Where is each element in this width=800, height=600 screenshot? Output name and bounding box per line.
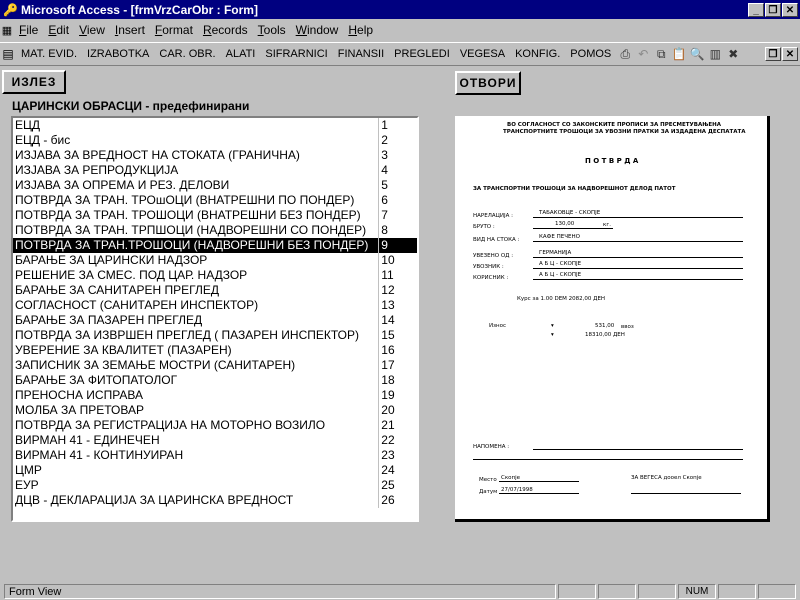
menu-insert[interactable]: Insert <box>114 23 145 37</box>
list-item-name: ПОТВРДА ЗА ИЗВРШЕН ПРЕГЛЕД ( ПАЗАРЕН ИНСПЕКТОР) <box>13 328 379 343</box>
value-uvoznik: А Б Ц - СКОПЈЕ <box>539 261 582 267</box>
status-panel-2 <box>598 584 636 599</box>
minimize-button[interactable]: _ <box>748 3 764 17</box>
list-item[interactable] <box>13 388 417 403</box>
list-item[interactable] <box>13 208 417 223</box>
value-stoka: КАФЕ ПЕЧЕНО <box>539 234 580 240</box>
line-uvoznik <box>533 268 743 269</box>
line-mesto <box>499 481 579 482</box>
list-item-name: БАРАЊЕ ЗА ПАЗАРЕН ПРЕГЛЕД <box>13 313 379 328</box>
line-uvezeno <box>533 257 743 258</box>
list-item[interactable] <box>13 268 417 283</box>
label-korisnik: КОРИСНИК : <box>473 275 509 281</box>
toolbar-item-pomos[interactable]: POMOS <box>570 48 612 60</box>
menu-file[interactable]: File <box>19 23 39 37</box>
database-window-icon[interactable]: ▥ <box>709 47 721 61</box>
line-datum <box>499 493 579 494</box>
toolbar-item-izrabotka[interactable]: IZRABOTKA <box>87 48 150 60</box>
list-item[interactable] <box>13 313 417 328</box>
list-item-number: 25 <box>381 478 395 492</box>
label-narucitel: НАРЕЛАЦИЈА : <box>473 213 513 219</box>
list-item-number: 5 <box>381 178 388 192</box>
document-preview <box>455 116 770 522</box>
doc-restore-button[interactable]: ❐ <box>765 47 781 61</box>
preview-title: П О Т В Р Д А <box>585 157 639 165</box>
list-item-number: 14 <box>381 313 395 327</box>
line-korisnik <box>533 279 743 280</box>
list-item-number: 9 <box>381 238 388 252</box>
list-item-number: 7 <box>381 208 388 222</box>
list-item[interactable] <box>13 178 417 193</box>
list-item[interactable] <box>13 253 417 268</box>
status-text: Form View <box>4 584 556 599</box>
list-item-name: СОГЛАСНОСТ (САНИТАРЕН ИНСПЕКТОР) <box>13 298 379 313</box>
list-item-number: 26 <box>381 493 395 507</box>
undo-icon[interactable]: ↶ <box>638 47 649 61</box>
line-narucitel <box>533 217 743 218</box>
list-item-number: 21 <box>381 418 395 432</box>
list-item[interactable] <box>13 418 417 433</box>
list-item[interactable] <box>13 478 417 493</box>
line-signature <box>631 493 741 494</box>
status-bar <box>0 582 800 600</box>
list-item-number: 16 <box>381 343 395 357</box>
list-item[interactable] <box>13 133 417 148</box>
label-uvezeno: УВЕЗЕНО ОД : <box>473 253 514 259</box>
menu-format[interactable]: Format <box>154 23 193 37</box>
list-item-name: ПОТВРДА ЗА ТРАН. ТРПШОЦИ (НАДВОРЕШНИ СО ПОНДЕР) <box>13 223 379 238</box>
list-item-name: ЗАПИСНИК ЗА ЗЕМАЊЕ МОСТРИ (САНИТАРЕН) <box>13 358 379 373</box>
list-item-name: ИЗЈАВА ЗА ОПРЕМА И РЕЗ. ДЕЛОВИ <box>13 178 379 193</box>
list-item[interactable] <box>13 163 417 178</box>
list-item[interactable] <box>13 373 417 388</box>
label-bruto: БРУТО : <box>473 224 495 230</box>
row1-unit: ввоз <box>621 324 634 330</box>
list-item-name: ИЗЈАВА ЗА ВРЕДНОСТ НА СТОКАТА (ГРАНИЧНА) <box>13 148 379 163</box>
toolbar-item-konfig[interactable]: KONFIG. <box>515 48 561 60</box>
list-item[interactable] <box>13 283 417 298</box>
row2-marker: ▾ <box>551 332 554 338</box>
signature-label: ЗА ВЕГЕСА дооел Скопје <box>631 475 702 481</box>
status-panel-3 <box>638 584 676 599</box>
list-item[interactable] <box>13 493 417 508</box>
menu-edit[interactable]: Edit <box>48 23 70 37</box>
list-item-number: 18 <box>381 373 395 387</box>
list-item-number: 17 <box>381 358 395 372</box>
label-napomena: НАПОМЕНА : <box>473 444 510 450</box>
menu-help[interactable]: Help <box>348 23 374 37</box>
list-item[interactable] <box>13 223 417 238</box>
form-area <box>0 66 800 580</box>
list-item[interactable] <box>13 448 417 463</box>
copy-icon[interactable]: ⧉ <box>656 46 666 61</box>
preview-header-1: ВО СОГЛАСНОСТ СО ЗАКОНСКИТЕ ПРОПИСИ ЗА ПРЕСМЕТУВАЊЕНА <box>507 122 722 128</box>
list-item-number: 8 <box>381 223 388 237</box>
list-item-number: 11 <box>381 268 394 282</box>
list-caption: ЦАРИНСКИ ОБРАСЦИ - предефинирани <box>12 99 250 113</box>
list-item-name: ЕУР <box>13 478 379 493</box>
list-item-number: 3 <box>381 148 388 162</box>
status-num-indicator: NUM <box>678 584 716 599</box>
doc-close-button[interactable]: ✕ <box>782 47 798 61</box>
close-icon[interactable]: ✖ <box>728 47 739 61</box>
list-item-name: УВЕРЕНИЕ ЗА КВАЛИТЕТ (ПАЗАРЕН) <box>13 343 379 358</box>
value-uvezeno: ГЕРМАНИЈА <box>539 250 572 256</box>
list-item[interactable] <box>13 433 417 448</box>
list-item[interactable] <box>13 463 417 478</box>
list-item[interactable] <box>13 358 417 373</box>
list-item-name: ЕЦД <box>13 118 379 133</box>
menu-records[interactable]: Records <box>202 23 248 37</box>
list-item-number: 24 <box>381 463 395 477</box>
list-item-name: ВИРМАН 41 - КОНТИНУИРАН <box>13 448 379 463</box>
toolbar-item-car-obr[interactable]: CAR. OBR. <box>159 48 216 60</box>
menu-tools[interactable]: Tools <box>257 23 286 37</box>
list-item-name: БАРАЊЕ ЗА ЦАРИНСКИ НАДЗОР <box>13 253 379 268</box>
list-item-name: БАРАЊЕ ЗА САНИТАРЕН ПРЕГЛЕД <box>13 283 379 298</box>
list-item-name: МОЛБА ЗА ПРЕТОВАР <box>13 403 379 418</box>
value-bruto: 130,00 <box>555 221 575 227</box>
list-item[interactable] <box>13 403 417 418</box>
paste-icon[interactable]: 📋 <box>671 47 687 61</box>
list-item[interactable] <box>13 298 417 313</box>
find-icon[interactable]: 🔍 <box>689 47 705 61</box>
form-icon: ▦ <box>1 24 13 37</box>
list-item-number: 12 <box>381 283 395 297</box>
toolbar-item-alati[interactable]: ALATI <box>225 48 256 60</box>
menu-view[interactable]: View <box>79 23 105 37</box>
list-item[interactable] <box>13 328 417 343</box>
list-item-number: 4 <box>381 163 388 177</box>
list-item-number: 15 <box>381 328 395 342</box>
restore-button[interactable]: ❐ <box>765 3 781 17</box>
title-bar <box>0 0 800 19</box>
exchange-rate: Курс за 1.00 DEM 2082,00 ДЕН <box>517 296 606 302</box>
label-mesto: Место <box>479 477 497 483</box>
list-item-number: 13 <box>381 298 395 312</box>
list-item-name: ИЗЈАВА ЗА РЕПРОДУКЦИЈА <box>13 163 379 178</box>
list-item-number: 23 <box>381 448 395 462</box>
status-panel-1 <box>558 584 596 599</box>
value-korisnik: А Б Ц - СКОПЈЕ <box>539 272 582 278</box>
list-item-name: ПОТВРДА ЗА ТРАН. ТРОшОЦИ (ВНАТРЕШНИ ПО ПОНДЕР) <box>13 193 379 208</box>
list-item-name: ПОТВРДА ЗА ТРАН. ТРОШОЦИ (ВНАТРЕШНИ БЕЗ ПОНДЕР) <box>13 208 379 223</box>
toolbar-item-vegesa[interactable]: VEGESA <box>459 48 506 60</box>
menu-bar <box>0 20 800 40</box>
list-item-name: ПОТВРДА ЗА ТРАН.ТРОШОЦИ (НАДВОРЕШНИ БЕЗ ПОНДЕР) <box>13 238 379 253</box>
status-panel-5 <box>718 584 756 599</box>
access-key-icon: 🔑 <box>3 2 18 17</box>
list-item-number: 6 <box>381 193 388 207</box>
list-item-name: ПОТВРДА ЗА РЕГИСТРАЦИЈА НА МОТОРНО ВОЗИЛО <box>13 418 379 433</box>
row2-value: 18310,00 ДЕН <box>585 332 625 338</box>
list-item[interactable] <box>13 343 417 358</box>
preview-subtitle: ЗА ТРАНСПОРТНИ ТРОШОЦИ ЗА НАДВОРЕШНОТ ДЕЛОД ПАТОТ <box>473 186 676 192</box>
forms-listbox[interactable] <box>11 116 419 522</box>
value-mesto: Скопје <box>501 475 521 481</box>
list-item[interactable] <box>13 118 417 133</box>
line-napomena-2 <box>473 459 743 460</box>
custom-toolbar <box>0 42 800 66</box>
line-stoka <box>533 241 743 242</box>
toolbar-item-pregledi[interactable]: PREGLEDI <box>394 48 450 60</box>
window-title: Microsoft Access - [frmVrzCarObr : Form] <box>21 2 258 17</box>
list-item-number: 1 <box>381 118 388 132</box>
row1-marker: ▾ <box>551 323 554 329</box>
list-item-number: 20 <box>381 403 395 417</box>
list-item[interactable] <box>13 238 417 253</box>
list-item-number: 2 <box>381 133 388 147</box>
line-bruto <box>533 228 613 229</box>
open-button[interactable]: ОТВОРИ <box>455 71 521 95</box>
label-uvoznik: УВОЗНИК : <box>473 264 504 270</box>
toolbar-item-mat-evid[interactable]: MAT. EVID. <box>21 48 78 60</box>
list-item-number: 10 <box>381 253 395 267</box>
list-item-name: ДЦВ - ДЕКЛАРАЦИЈА ЗА ЦАРИНСКА ВРЕДНОСТ <box>13 493 379 508</box>
list-item-number: 19 <box>381 388 395 402</box>
list-item-name: БАРАЊЕ ЗА ФИТОПАТОЛОГ <box>13 373 379 388</box>
list-item-name: ВИРМАН 41 - ЕДИНЕЧЕН <box>13 433 379 448</box>
exit-button[interactable]: ИЗЛЕЗ <box>2 70 66 94</box>
label-stoka: ВИД НА СТОКА : <box>473 237 520 243</box>
toolbar-icon: ▤ <box>2 47 14 61</box>
list-item-number: 22 <box>381 433 395 447</box>
row1-value: 531,00 <box>595 323 615 329</box>
toolbar-item-sifrarnici[interactable]: SIFRARNICI <box>265 48 328 60</box>
label-iznos: Износ <box>489 323 507 329</box>
list-item[interactable] <box>13 193 417 208</box>
line-napomena <box>533 449 743 450</box>
preview-header-2: ТРАНСПОРТНИТЕ ТРОШОЦИ ЗА УВОЗНИ ПРАТКИ ЗА ИЗДАДЕНА ДЕСПАТАТА <box>503 129 746 135</box>
list-item-name: РЕШЕНИЕ ЗА СМЕС. ПОД ЦАР. НАДЗОР <box>13 268 379 283</box>
print-icon[interactable]: ⎙ <box>620 46 631 61</box>
menu-window[interactable]: Window <box>295 23 339 37</box>
list-item-name: ЕЦД - бис <box>13 133 379 148</box>
list-item-name: ЦМР <box>13 463 379 478</box>
label-datum: Датум <box>479 489 498 495</box>
list-item[interactable] <box>13 148 417 163</box>
value-narucitel: ТАБАКОВЦЕ - СКОПЈЕ <box>539 210 601 216</box>
list-item-name: ПРЕНОСНА ИСПРАВА <box>13 388 379 403</box>
toolbar-item-finansii[interactable]: FINANSII <box>337 48 385 60</box>
unit-bruto: кг. <box>603 222 611 228</box>
close-button[interactable]: ✕ <box>782 3 798 17</box>
status-panel-6 <box>758 584 796 599</box>
value-datum: 27/07/1998 <box>501 487 533 493</box>
